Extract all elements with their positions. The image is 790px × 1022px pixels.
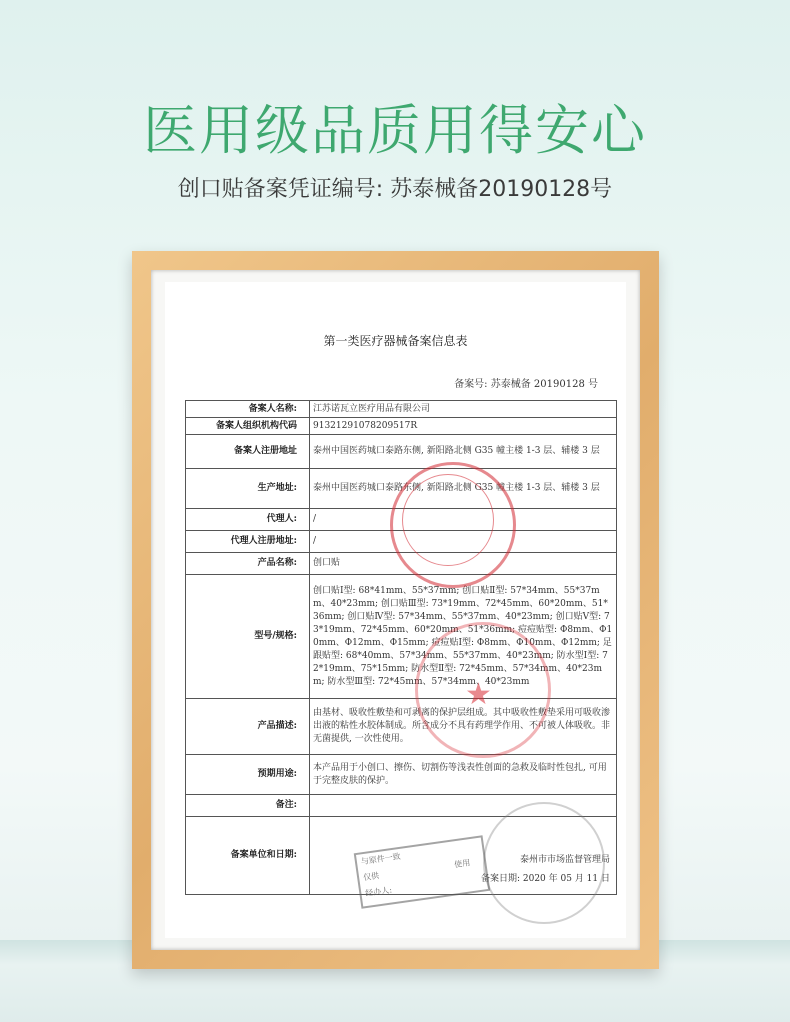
row-value: 江苏诺瓦立医疗用品有限公司 xyxy=(310,401,617,418)
document-record-number: 备案号: 苏泰械备 20190128 号 xyxy=(454,379,598,390)
record-date: 备案日期: 2020 年 05 月 11 日 xyxy=(480,874,610,884)
table-row xyxy=(186,418,617,435)
frame-mat xyxy=(151,270,640,950)
certificate-document xyxy=(165,282,626,938)
chop-line-4: 使用 xyxy=(453,858,471,870)
chop-line-2: 仅供 xyxy=(362,871,380,883)
row-label: 备案人注册地址 xyxy=(186,435,310,469)
star-icon: ★ xyxy=(465,677,492,712)
row-value: 91321291078209517R xyxy=(310,418,617,435)
row-value: 创口贴 xyxy=(310,553,617,575)
row-label: 生产地址: xyxy=(186,469,310,509)
row-label: 代理人: xyxy=(186,509,310,531)
table-row xyxy=(186,755,617,795)
row-label: 代理人注册地址: xyxy=(186,531,310,553)
bureau-seal-stamp xyxy=(483,802,605,924)
row-value: / xyxy=(310,509,617,531)
row-label: 产品描述: xyxy=(186,699,310,755)
row-value: 创口贴Ⅰ型: 68*41mm、55*37mm; 创口贴Ⅱ型: 57*34mm、55*37mm、40*23mm; 创口贴Ⅲ型: 73*19mm、72*45mm、60*20mm、51*36mm; 创口贴Ⅳ型: 57*34mm、55*37mm、40*23mm; 创口贴Ⅴ型: 73*19mm、72*45mm、60*20mm、51*36mm; 痘痘贴型: Φ8mm、Φ10mm、Φ12mm、Φ15mm; 痘痘贴Ⅰ型: Φ8mm、Φ10mm、Φ12mm; 足跟贴型: 68*40mm、57*34mm、55*37mm、40*23mm; 防水型Ⅰ型: 72*19mm、75*15mm; 防水型Ⅱ型: 72*45mm、57*34mm、40*23mm; 防水型Ⅲ型: 72*45mm、57*34mm、40*23mm xyxy=(310,575,617,699)
row-label: 型号/规格: xyxy=(186,575,310,699)
row-value: 泰州中国医药城口泰路东侧, 新阳路北侧 G35 幢主楼 1-3 层、辅楼 3 层 xyxy=(310,469,617,509)
company-seal-inner-ring xyxy=(402,474,494,566)
row-value: 本产品用于小创口、擦伤、切割伤等浅表性创面的急救及临时性包扎, 可用于完整皮肤的保护。 xyxy=(310,755,617,795)
table-row xyxy=(186,435,617,469)
table-row xyxy=(186,575,617,699)
row-label: 预期用途: xyxy=(186,755,310,795)
table-row xyxy=(186,401,617,418)
row-label: 备案人组织机构代码 xyxy=(186,418,310,435)
row-label: 备案人名称: xyxy=(186,401,310,418)
chop-line-1: 与原件一致 xyxy=(360,851,402,867)
page-headline: 医用级品质用得安心 xyxy=(143,99,647,162)
row-label: 产品名称: xyxy=(186,553,310,575)
row-label: 备注: xyxy=(186,795,310,817)
record-number-subtitle: 创口贴备案凭证编号: 苏泰械备20190128号 xyxy=(177,177,613,202)
table-row xyxy=(186,699,617,755)
chop-line-3: 经办人: xyxy=(364,885,393,899)
row-label: 备案单位和日期: xyxy=(186,817,310,895)
document-title: 第一类医疗器械备案信息表 xyxy=(323,334,468,348)
picture-frame xyxy=(132,251,659,969)
issuing-office: 泰州市市场监督管理局 xyxy=(519,855,610,865)
row-value: 由基材、吸收性敷垫和可剥离的保护层组成。其中吸收性敷垫采用可吸收渗出液的粘性水胶体制成。所含成分不具有药理学作用、不可被人体吸收。非无菌提供, 一次性使用。 xyxy=(310,699,617,755)
row-value: / xyxy=(310,531,617,553)
row-value: 泰州中国医药城口泰路东侧, 新阳路北侧 G35 幢主楼 1-3 层、辅楼 3 层 xyxy=(310,435,617,469)
